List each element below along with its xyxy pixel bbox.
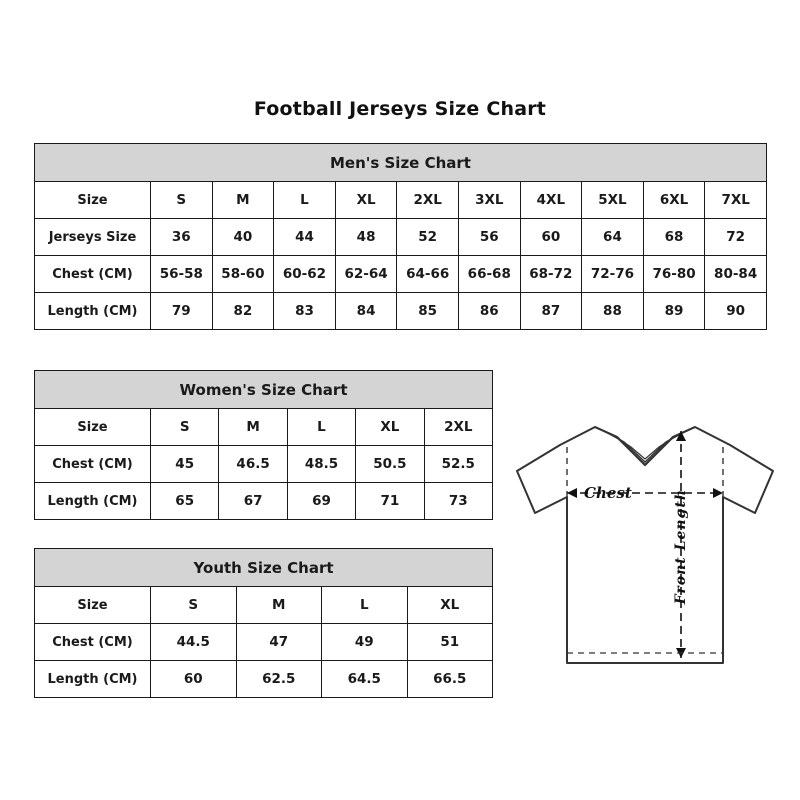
cell: 47 [236, 624, 322, 661]
row-header: Length (CM) [35, 483, 151, 520]
cell: 66-68 [458, 256, 520, 293]
cell: 44 [274, 219, 336, 256]
cell: 52 [397, 219, 459, 256]
cell: 49 [322, 624, 408, 661]
womens-size-table [34, 370, 493, 520]
table-row [35, 256, 767, 293]
cell: 36 [151, 219, 213, 256]
cell: 60 [151, 661, 237, 698]
jersey-measurement-diagram [505, 405, 785, 690]
cell: 50.5 [356, 446, 424, 483]
cell: 76-80 [643, 256, 705, 293]
cell: 73 [424, 483, 492, 520]
table-row [35, 219, 767, 256]
cell: 62.5 [236, 661, 322, 698]
cell: 2XL [397, 182, 459, 219]
cell: 44.5 [151, 624, 237, 661]
cell: 87 [520, 293, 582, 330]
cell: 71 [356, 483, 424, 520]
table-row [35, 182, 767, 219]
front-length-annotation-label: Front Length [673, 489, 689, 605]
row-header: Chest (CM) [35, 624, 151, 661]
page-title: Football Jerseys Size Chart [253, 98, 547, 120]
womens-size-chart [34, 370, 493, 520]
cell: 82 [212, 293, 274, 330]
cell: 85 [397, 293, 459, 330]
row-header: Length (CM) [35, 661, 151, 698]
cell: 64-66 [397, 256, 459, 293]
cell: XL [356, 409, 424, 446]
row-header: Chest (CM) [35, 256, 151, 293]
youth-size-chart [34, 548, 493, 698]
cell: 48 [335, 219, 397, 256]
mens-size-table [34, 143, 767, 330]
cell: 64 [582, 219, 644, 256]
row-header: Jerseys Size [35, 219, 151, 256]
table-caption-row [35, 371, 493, 409]
cell: 88 [582, 293, 644, 330]
table-row [35, 483, 493, 520]
cell: 62-64 [335, 256, 397, 293]
youth-size-table [34, 548, 493, 698]
cell: 65 [151, 483, 219, 520]
cell: 72-76 [582, 256, 644, 293]
cell: 66.5 [407, 661, 493, 698]
jersey-outline-icon [505, 405, 785, 690]
cell: 90 [705, 293, 767, 330]
row-header: Chest (CM) [35, 446, 151, 483]
cell: 79 [151, 293, 213, 330]
cell: 72 [705, 219, 767, 256]
cell: L [274, 182, 336, 219]
cell: 40 [212, 219, 274, 256]
table-caption-row [35, 549, 493, 587]
chest-annotation-label: Chest [584, 484, 632, 502]
cell: 52.5 [424, 446, 492, 483]
table-row [35, 661, 493, 698]
cell: S [151, 182, 213, 219]
cell: 7XL [705, 182, 767, 219]
cell: M [212, 182, 274, 219]
cell: 3XL [458, 182, 520, 219]
cell: 64.5 [322, 661, 408, 698]
table-row [35, 409, 493, 446]
table-row [35, 446, 493, 483]
cell: 60-62 [274, 256, 336, 293]
cell: 68-72 [520, 256, 582, 293]
row-header: Size [35, 409, 151, 446]
cell: 80-84 [705, 256, 767, 293]
cell: 5XL [582, 182, 644, 219]
cell: 83 [274, 293, 336, 330]
mens-size-chart [34, 143, 767, 330]
table-row [35, 587, 493, 624]
cell: M [236, 587, 322, 624]
youth-caption: Youth Size Chart [35, 549, 493, 587]
cell: 86 [458, 293, 520, 330]
cell: 84 [335, 293, 397, 330]
cell: 46.5 [219, 446, 287, 483]
cell: 68 [643, 219, 705, 256]
cell: L [287, 409, 355, 446]
cell: 56 [458, 219, 520, 256]
cell: 58-60 [212, 256, 274, 293]
womens-caption: Women's Size Chart [35, 371, 493, 409]
table-row [35, 624, 493, 661]
cell: 56-58 [151, 256, 213, 293]
cell: M [219, 409, 287, 446]
mens-caption: Men's Size Chart [35, 144, 767, 182]
cell: 51 [407, 624, 493, 661]
cell: 69 [287, 483, 355, 520]
table-caption-row [35, 144, 767, 182]
cell: 67 [219, 483, 287, 520]
cell: 4XL [520, 182, 582, 219]
cell: 2XL [424, 409, 492, 446]
table-row [35, 293, 767, 330]
cell: 48.5 [287, 446, 355, 483]
cell: XL [335, 182, 397, 219]
cell: 45 [151, 446, 219, 483]
row-header: Size [35, 587, 151, 624]
cell: 6XL [643, 182, 705, 219]
row-header: Length (CM) [35, 293, 151, 330]
row-header: Size [35, 182, 151, 219]
cell: S [151, 409, 219, 446]
cell: S [151, 587, 237, 624]
cell: 89 [643, 293, 705, 330]
cell: L [322, 587, 408, 624]
cell: XL [407, 587, 493, 624]
cell: 60 [520, 219, 582, 256]
